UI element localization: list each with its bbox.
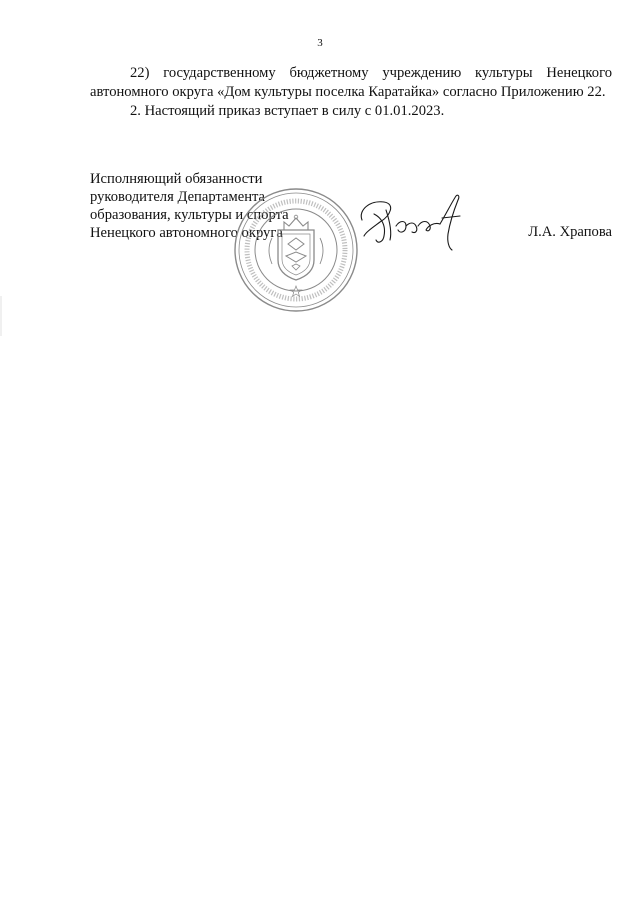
document-body — [90, 64, 612, 121]
paragraph-effective-date: 2. Настоящий приказ вступает в силу с 01.01.2023. — [130, 103, 445, 119]
scan-margin-mark-icon — [0, 296, 4, 336]
signatory-title-line: Исполняющий обязанности — [90, 171, 263, 187]
handwritten-signature-icon — [356, 192, 466, 252]
signer-name: Л.А. Храпова — [528, 224, 612, 240]
paragraph-item-22: 22) государственному бюджетному учреждению культуры Ненецкого автономного округа «Дом культуры поселка Каратайка» согласно Приложению 22. — [90, 65, 612, 100]
coat-of-arms-seal-icon — [232, 186, 360, 314]
signatory-title-line: Ненецкого автономного округа — [90, 225, 283, 241]
page-number: 3 — [317, 37, 323, 49]
signatory-title-line: образования, культуры и спорта — [90, 207, 289, 223]
signatory-title-line: руководителя Департамента — [90, 189, 266, 205]
